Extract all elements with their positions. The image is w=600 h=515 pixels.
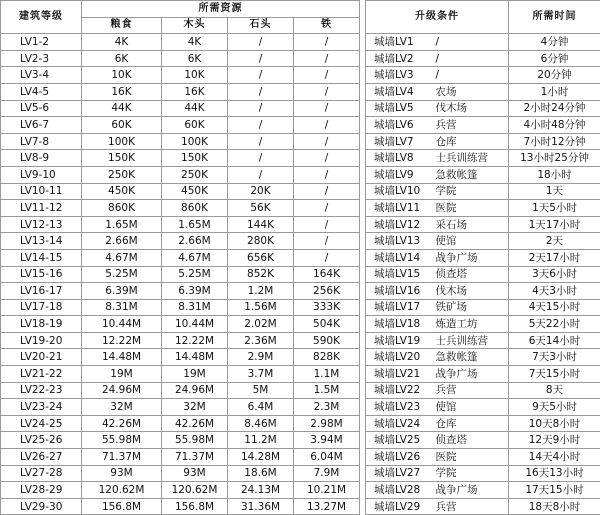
- cell-wood: 14.48M: [162, 349, 228, 366]
- cell-iron: 6.04M: [294, 449, 360, 466]
- cell-time: 20分钟: [509, 67, 600, 84]
- cell-iron: /: [294, 117, 360, 134]
- cell-iron: 10.21M: [294, 482, 360, 499]
- cell-time: 4小时48分钟: [509, 117, 600, 134]
- cell-wood: 10K: [162, 67, 228, 84]
- cell-wood: 16K: [162, 83, 228, 100]
- cell-stone: 1.56M: [228, 299, 294, 316]
- table-row: [1, 498, 600, 515]
- cell-iron: /: [294, 67, 360, 84]
- cell-wood: 12.22M: [162, 332, 228, 349]
- cell-level: LV6-7: [1, 117, 82, 134]
- cell-food: 60K: [82, 117, 162, 134]
- cell-stone: /: [228, 133, 294, 150]
- table-row: [1, 465, 600, 482]
- cell-condition-building: 仓库: [428, 133, 509, 150]
- cell-condition-wall: 城墙LV11: [366, 200, 428, 217]
- cell-time: 4天15小时: [509, 299, 600, 316]
- table-row: [1, 83, 600, 100]
- cell-condition-wall: 城墙LV22: [366, 382, 428, 399]
- cell-level: LV15-16: [1, 266, 82, 283]
- header-resources: 所需资源: [82, 1, 360, 18]
- cell-iron: 2.3M: [294, 399, 360, 416]
- header-time: 所需时间: [509, 1, 600, 34]
- cell-condition-building: 兵营: [428, 382, 509, 399]
- cell-iron: 828K: [294, 349, 360, 366]
- cell-level: LV7-8: [1, 133, 82, 150]
- cell-condition-building: 学院: [428, 465, 509, 482]
- cell-wood: 4.67M: [162, 249, 228, 266]
- cell-condition-building: 农场: [428, 83, 509, 100]
- cell-iron: 13.27M: [294, 498, 360, 515]
- cell-condition-wall: 城墙LV29: [366, 498, 428, 515]
- table-row: [1, 166, 600, 183]
- cell-wood: 32M: [162, 399, 228, 416]
- cell-iron: /: [294, 249, 360, 266]
- cell-wood: 1.65M: [162, 216, 228, 233]
- cell-time: 10天8小时: [509, 415, 600, 432]
- cell-condition-building: 仓库: [428, 415, 509, 432]
- table-row: [1, 299, 600, 316]
- cell-stone: 2.36M: [228, 332, 294, 349]
- cell-condition-wall: 城墙LV10: [366, 183, 428, 200]
- cell-level: LV25-26: [1, 432, 82, 449]
- cell-level: LV14-15: [1, 249, 82, 266]
- cell-wood: 450K: [162, 183, 228, 200]
- table-row: [1, 382, 600, 399]
- cell-time: 7天15小时: [509, 366, 600, 383]
- cell-iron: 2.98M: [294, 415, 360, 432]
- cell-level: LV4-5: [1, 83, 82, 100]
- cell-iron: /: [294, 166, 360, 183]
- cell-food: 5.25M: [82, 266, 162, 283]
- cell-food: 55.98M: [82, 432, 162, 449]
- cell-time: 14天4小时: [509, 449, 600, 466]
- table-row: [1, 349, 600, 366]
- cell-condition-wall: 城墙LV26: [366, 449, 428, 466]
- cell-condition-wall: 城墙LV28: [366, 482, 428, 499]
- cell-time: 13小时25分钟: [509, 150, 600, 167]
- cell-condition-wall: 城墙LV4: [366, 83, 428, 100]
- cell-condition-building: 兵营: [428, 117, 509, 134]
- cell-food: 156.8M: [82, 498, 162, 515]
- cell-food: 93M: [82, 465, 162, 482]
- cell-stone: 20K: [228, 183, 294, 200]
- cell-iron: /: [294, 183, 360, 200]
- cell-stone: 8.46M: [228, 415, 294, 432]
- cell-condition-building: 炼造工坊: [428, 316, 509, 333]
- cell-food: 4K: [82, 34, 162, 51]
- cell-stone: /: [228, 117, 294, 134]
- cell-condition-building: 铁矿场: [428, 299, 509, 316]
- cell-condition-wall: 城墙LV3: [366, 67, 428, 84]
- cell-iron: /: [294, 150, 360, 167]
- cell-stone: 6.4M: [228, 399, 294, 416]
- cell-time: 12天9小时: [509, 432, 600, 449]
- cell-stone: 3.7M: [228, 366, 294, 383]
- cell-level: LV18-19: [1, 316, 82, 333]
- header-iron: 铁: [294, 17, 360, 34]
- cell-condition-wall: 城墙LV24: [366, 415, 428, 432]
- cell-time: 1小时: [509, 83, 600, 100]
- cell-iron: /: [294, 50, 360, 67]
- table-row: [1, 415, 600, 432]
- table-row: [1, 67, 600, 84]
- cell-iron: /: [294, 133, 360, 150]
- table-row: [1, 150, 600, 167]
- cell-stone: 56K: [228, 200, 294, 217]
- cell-level: LV21-22: [1, 366, 82, 383]
- cell-time: 1天17小时: [509, 216, 600, 233]
- cell-time: 7天3小时: [509, 349, 600, 366]
- cell-food: 1.65M: [82, 216, 162, 233]
- cell-condition-wall: 城墙LV13: [366, 233, 428, 250]
- cell-condition-building: 医院: [428, 449, 509, 466]
- table-row: [1, 432, 600, 449]
- cell-food: 860K: [82, 200, 162, 217]
- cell-condition-wall: 城墙LV16: [366, 283, 428, 300]
- table-row: [1, 100, 600, 117]
- cell-food: 4.67M: [82, 249, 162, 266]
- cell-level: LV20-21: [1, 349, 82, 366]
- table-row: [1, 249, 600, 266]
- cell-iron: 333K: [294, 299, 360, 316]
- cell-level: LV13-14: [1, 233, 82, 250]
- cell-wood: 55.98M: [162, 432, 228, 449]
- cell-stone: 24.13M: [228, 482, 294, 499]
- cell-time: 1天5小时: [509, 200, 600, 217]
- cell-time: 18天8小时: [509, 498, 600, 515]
- cell-condition-wall: 城墙LV5: [366, 100, 428, 117]
- table-row: [1, 449, 600, 466]
- cell-condition-building: 战争广场: [428, 482, 509, 499]
- cell-iron: 164K: [294, 266, 360, 283]
- cell-wood: 71.37M: [162, 449, 228, 466]
- cell-condition-building: 使馆: [428, 399, 509, 416]
- cell-wood: 2.66M: [162, 233, 228, 250]
- header-row-top: [1, 1, 600, 18]
- cell-condition-building: 伐木场: [428, 100, 509, 117]
- cell-time: 16天13小时: [509, 465, 600, 482]
- cell-food: 250K: [82, 166, 162, 183]
- cell-time: 2天: [509, 233, 600, 250]
- table-row: [1, 233, 600, 250]
- cell-condition-building: 采石场: [428, 216, 509, 233]
- table-row: [1, 133, 600, 150]
- cell-condition-building: /: [428, 34, 509, 51]
- table-row: [1, 366, 600, 383]
- cell-time: 1天: [509, 183, 600, 200]
- table-row: [1, 283, 600, 300]
- table-body: [1, 34, 600, 515]
- cell-condition-building: 急救帐篷: [428, 166, 509, 183]
- cell-condition-wall: 城墙LV19: [366, 332, 428, 349]
- cell-wood: 5.25M: [162, 266, 228, 283]
- cell-condition-wall: 城墙LV23: [366, 399, 428, 416]
- cell-stone: 852K: [228, 266, 294, 283]
- cell-food: 19M: [82, 366, 162, 383]
- table-row: [1, 50, 600, 67]
- cell-food: 2.66M: [82, 233, 162, 250]
- cell-stone: 144K: [228, 216, 294, 233]
- cell-condition-building: 学院: [428, 183, 509, 200]
- cell-level: LV19-20: [1, 332, 82, 349]
- cell-level: LV28-29: [1, 482, 82, 499]
- cell-time: 3天6小时: [509, 266, 600, 283]
- cell-condition-building: 士兵训练营: [428, 332, 509, 349]
- cell-stone: 18.6M: [228, 465, 294, 482]
- cell-condition-wall: 城墙LV17: [366, 299, 428, 316]
- cell-wood: 860K: [162, 200, 228, 217]
- cell-wood: 60K: [162, 117, 228, 134]
- cell-food: 42.26M: [82, 415, 162, 432]
- cell-iron: 3.94M: [294, 432, 360, 449]
- cell-time: 4天3小时: [509, 283, 600, 300]
- header-food: 粮食: [82, 17, 162, 34]
- cell-level: LV1-2: [1, 34, 82, 51]
- header-level: 建筑等级: [1, 1, 82, 34]
- cell-condition-building: 伐木场: [428, 283, 509, 300]
- cell-food: 6.39M: [82, 283, 162, 300]
- cell-stone: /: [228, 100, 294, 117]
- table-row: [1, 399, 600, 416]
- cell-food: 71.37M: [82, 449, 162, 466]
- cell-iron: 7.9M: [294, 465, 360, 482]
- cell-iron: /: [294, 200, 360, 217]
- cell-condition-building: 兵营: [428, 498, 509, 515]
- cell-stone: /: [228, 50, 294, 67]
- cell-stone: /: [228, 83, 294, 100]
- cell-wood: 24.96M: [162, 382, 228, 399]
- table-row: [1, 117, 600, 134]
- cell-time: 18小时: [509, 166, 600, 183]
- cell-condition-building: 战争广场: [428, 249, 509, 266]
- cell-level: LV23-24: [1, 399, 82, 416]
- cell-condition-wall: 城墙LV12: [366, 216, 428, 233]
- cell-condition-wall: 城墙LV27: [366, 465, 428, 482]
- cell-food: 6K: [82, 50, 162, 67]
- cell-time: 4分钟: [509, 34, 600, 51]
- cell-condition-wall: 城墙LV21: [366, 366, 428, 383]
- cell-wood: 10.44M: [162, 316, 228, 333]
- cell-stone: 31.36M: [228, 498, 294, 515]
- cell-food: 10K: [82, 67, 162, 84]
- cell-wood: 44K: [162, 100, 228, 117]
- cell-stone: /: [228, 150, 294, 167]
- cell-food: 120.62M: [82, 482, 162, 499]
- cell-wood: 156.8M: [162, 498, 228, 515]
- cell-level: LV24-25: [1, 415, 82, 432]
- cell-level: LV26-27: [1, 449, 82, 466]
- cell-time: 5天22小时: [509, 316, 600, 333]
- table-row: [1, 332, 600, 349]
- cell-wood: 6K: [162, 50, 228, 67]
- table-row: [1, 216, 600, 233]
- cell-iron: /: [294, 34, 360, 51]
- cell-wood: 8.31M: [162, 299, 228, 316]
- cell-time: 7小时12分钟: [509, 133, 600, 150]
- cell-food: 10.44M: [82, 316, 162, 333]
- cell-condition-building: 急救帐篷: [428, 349, 509, 366]
- cell-stone: 14.28M: [228, 449, 294, 466]
- cell-wood: 4K: [162, 34, 228, 51]
- cell-time: 6分钟: [509, 50, 600, 67]
- cell-wood: 150K: [162, 150, 228, 167]
- cell-level: LV29-30: [1, 498, 82, 515]
- header-wood: 木头: [162, 17, 228, 34]
- cell-level: LV8-9: [1, 150, 82, 167]
- table-row: [1, 200, 600, 217]
- header-stone: 石头: [228, 17, 294, 34]
- cell-time: 17天15小时: [509, 482, 600, 499]
- header-conditions: 升级条件: [366, 1, 509, 34]
- cell-iron: 504K: [294, 316, 360, 333]
- cell-iron: 590K: [294, 332, 360, 349]
- cell-level: LV9-10: [1, 166, 82, 183]
- cell-stone: 2.9M: [228, 349, 294, 366]
- cell-food: 8.31M: [82, 299, 162, 316]
- cell-iron: /: [294, 83, 360, 100]
- cell-level: LV17-18: [1, 299, 82, 316]
- cell-condition-wall: 城墙LV1: [366, 34, 428, 51]
- cell-time: 8天: [509, 382, 600, 399]
- cell-level: LV11-12: [1, 200, 82, 217]
- cell-time: 6天14小时: [509, 332, 600, 349]
- cell-condition-building: /: [428, 50, 509, 67]
- cell-stone: 2.02M: [228, 316, 294, 333]
- cell-food: 450K: [82, 183, 162, 200]
- cell-food: 32M: [82, 399, 162, 416]
- cell-stone: 11.2M: [228, 432, 294, 449]
- cell-stone: /: [228, 34, 294, 51]
- cell-iron: 1.1M: [294, 366, 360, 383]
- cell-wood: 120.62M: [162, 482, 228, 499]
- cell-food: 16K: [82, 83, 162, 100]
- cell-level: LV2-3: [1, 50, 82, 67]
- table-row: [1, 482, 600, 499]
- cell-condition-building: 侦查塔: [428, 266, 509, 283]
- cell-condition-building: 战争广场: [428, 366, 509, 383]
- cell-stone: 5M: [228, 382, 294, 399]
- cell-iron: /: [294, 233, 360, 250]
- cell-level: LV10-11: [1, 183, 82, 200]
- table-row: [1, 266, 600, 283]
- cell-condition-wall: 城墙LV18: [366, 316, 428, 333]
- cell-stone: 1.2M: [228, 283, 294, 300]
- cell-iron: 256K: [294, 283, 360, 300]
- cell-food: 100K: [82, 133, 162, 150]
- cell-iron: /: [294, 100, 360, 117]
- cell-condition-building: 医院: [428, 200, 509, 217]
- cell-wood: 19M: [162, 366, 228, 383]
- cell-stone: /: [228, 166, 294, 183]
- cell-wood: 93M: [162, 465, 228, 482]
- cell-condition-building: 士兵训练营: [428, 150, 509, 167]
- cell-condition-building: 侦查塔: [428, 432, 509, 449]
- cell-level: LV27-28: [1, 465, 82, 482]
- cell-level: LV22-23: [1, 382, 82, 399]
- cell-iron: /: [294, 216, 360, 233]
- table-row: [1, 34, 600, 51]
- cell-level: LV3-4: [1, 67, 82, 84]
- table-row: [1, 183, 600, 200]
- cell-wood: 100K: [162, 133, 228, 150]
- cell-wood: 250K: [162, 166, 228, 183]
- cell-condition-wall: 城墙LV9: [366, 166, 428, 183]
- cell-food: 150K: [82, 150, 162, 167]
- cell-time: 2小时24分钟: [509, 100, 600, 117]
- cell-condition-wall: 城墙LV15: [366, 266, 428, 283]
- cell-condition-wall: 城墙LV2: [366, 50, 428, 67]
- cell-stone: 656K: [228, 249, 294, 266]
- cell-time: 2天17小时: [509, 249, 600, 266]
- cell-food: 44K: [82, 100, 162, 117]
- cell-condition-wall: 城墙LV14: [366, 249, 428, 266]
- cell-iron: 1.5M: [294, 382, 360, 399]
- cell-time: 9天5小时: [509, 399, 600, 416]
- cell-condition-building: /: [428, 67, 509, 84]
- cell-condition-wall: 城墙LV25: [366, 432, 428, 449]
- cell-wood: 6.39M: [162, 283, 228, 300]
- cell-wood: 42.26M: [162, 415, 228, 432]
- cell-condition-wall: 城墙LV7: [366, 133, 428, 150]
- table-row: [1, 316, 600, 333]
- cell-level: LV12-13: [1, 216, 82, 233]
- cell-condition-wall: 城墙LV8: [366, 150, 428, 167]
- cell-condition-wall: 城墙LV20: [366, 349, 428, 366]
- cell-food: 24.96M: [82, 382, 162, 399]
- cell-food: 12.22M: [82, 332, 162, 349]
- cell-condition-wall: 城墙LV6: [366, 117, 428, 134]
- cell-food: 14.48M: [82, 349, 162, 366]
- cell-stone: /: [228, 67, 294, 84]
- cell-level: LV16-17: [1, 283, 82, 300]
- cell-level: LV5-6: [1, 100, 82, 117]
- cell-condition-building: 使馆: [428, 233, 509, 250]
- cell-stone: 280K: [228, 233, 294, 250]
